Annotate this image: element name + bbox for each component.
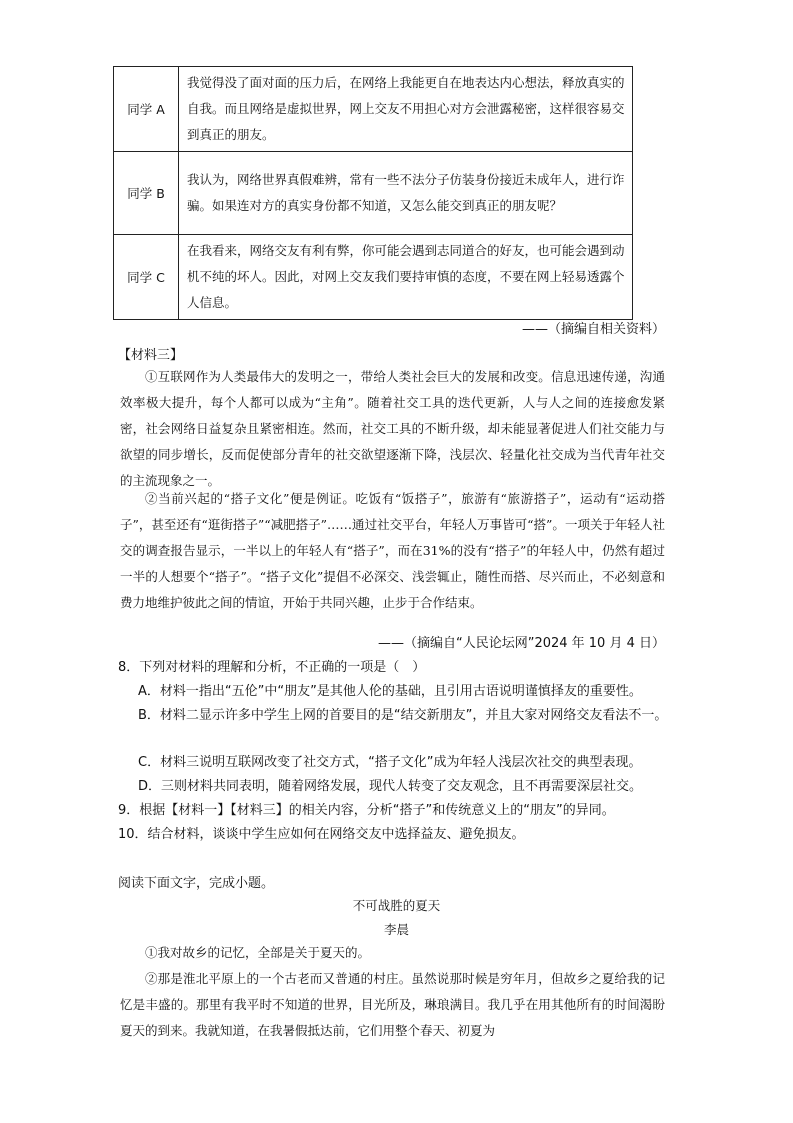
student-label: 同学 C: [114, 235, 179, 320]
material3-heading: 【材料三】: [118, 348, 184, 363]
student-opinion: 我觉得没了面对面的压力后，在网络上我能更自在地表达内心想法，释放真实的自我。而且网络是虚拟世界，网上交友不用担心对方会泄露秘密，这样很容易交到真正的朋友。: [179, 67, 633, 152]
material3-paragraph-1: ①互联网作为人类最伟大的发明之一，带给人类社会巨大的发展和改变。信息迅速传递，沟通效率极大提升，每个人都可以成为“主角”。随着社交工具的迭代更新，人与人之间的连接愈发紧密，社会网络日益复杂且紧密相连。然而，社交工具的不断升级，却未能显著促进人们社交能力与欲望的同步增长，反而促使部分青年的社交欲望逐渐下降，浅层次、轻量化社交成为当代青年社交的主流现象之一。: [120, 369, 665, 488]
passage-title: 不可战胜的夏天: [352, 898, 441, 913]
passage-author: 李晨: [383, 922, 409, 937]
question-8: 8．下列对材料的理解和分析，不正确的一项是（ ）: [118, 660, 426, 675]
option-b: B．材料二显示许多中学生上网的首要目的是“结交新朋友”，并且大家对网络交友看法不一。: [138, 708, 668, 723]
question-10: 10．结合材料，谈谈中学生应如何在网络交友中选择益友、避免损友。: [118, 827, 525, 842]
option-d: D．三则材料共同表明，随着网络发展，现代人转变了交友观念，且不再需要深层社交。: [138, 779, 643, 794]
reading-instruction: 阅读下面文字，完成小题。: [118, 876, 275, 891]
table-row: [114, 152, 633, 235]
table-row: [114, 67, 633, 152]
question-9: 9．根据【材料一】【材料三】的相关内容，分析“搭子”和传统意义上的“朋友”的异同。: [118, 803, 615, 818]
passage-paragraph-2: ②那是淮北平原上的一个古老而又普通的村庄。虽然说那时候是穷年月，但故乡之夏给我的记忆是丰盛的。那里有我平时不知道的世界，目光所及，琳琅满目。我几乎在用其他所有的时间渴盼夏天的到来。我就知道，在我暑假抵达前，它们用整个春天、初夏为: [120, 971, 665, 1038]
option-c: C．材料三说明互联网改变了社交方式，“搭子文化”成为年轻人浅层次社交的典型表现。: [138, 755, 642, 770]
material2-source: ——（摘编自相关资料）: [521, 322, 665, 337]
option-a: A．材料一指出“五伦”中“朋友”是其他人伦的基础，且引用古语说明谨慎择友的重要性。: [138, 684, 642, 699]
student-opinion: 我认为，网络世界真假难辨，常有一些不法分子仿装身份接近未成年人，进行诈骗。如果连对方的真实身份都不知道，又怎么能交到真正的朋友呢？: [179, 152, 633, 235]
student-label: 同学 A: [114, 67, 179, 152]
passage-paragraph-1: ①我对故乡的记忆，全部是关于夏天的。: [145, 945, 371, 960]
student-label: 同学 B: [114, 152, 179, 235]
table-row: [114, 235, 633, 320]
material3-paragraph-2: ②当前兴起的“搭子文化”便是例证。吃饭有“饭搭子”，旅游有“旅游搭子”，运动有“运动搭子”，甚至还有“逛街搭子”“减肥搭子”……通过社交平台，年轻人万事皆可“搭”。一项关于年轻人社交的调查报告显示，一半以上的年轻人有“搭子”，而在31%的没有“搭子”的年轻人中，仍然有超过一半的人想要个“搭子”。“搭子文化”提倡不必深交、浅尝辄止，随性而搭、尽兴而止，不必刻意和费力地维护彼此之间的情谊，开始于共同兴趣，止步于合作结束。: [120, 491, 665, 610]
opinion-table: [113, 66, 633, 320]
material3-source: ——（摘编自“人民论坛网”2024 年 10 月 4 日）: [377, 636, 665, 651]
student-opinion: 在我看来，网络交友有利有弊，你可能会遇到志同道合的好友，也可能会遇到动机不纯的坏人。因此，对网上交友我们要持审慎的态度，不要在网上轻易透露个人信息。: [179, 235, 633, 320]
